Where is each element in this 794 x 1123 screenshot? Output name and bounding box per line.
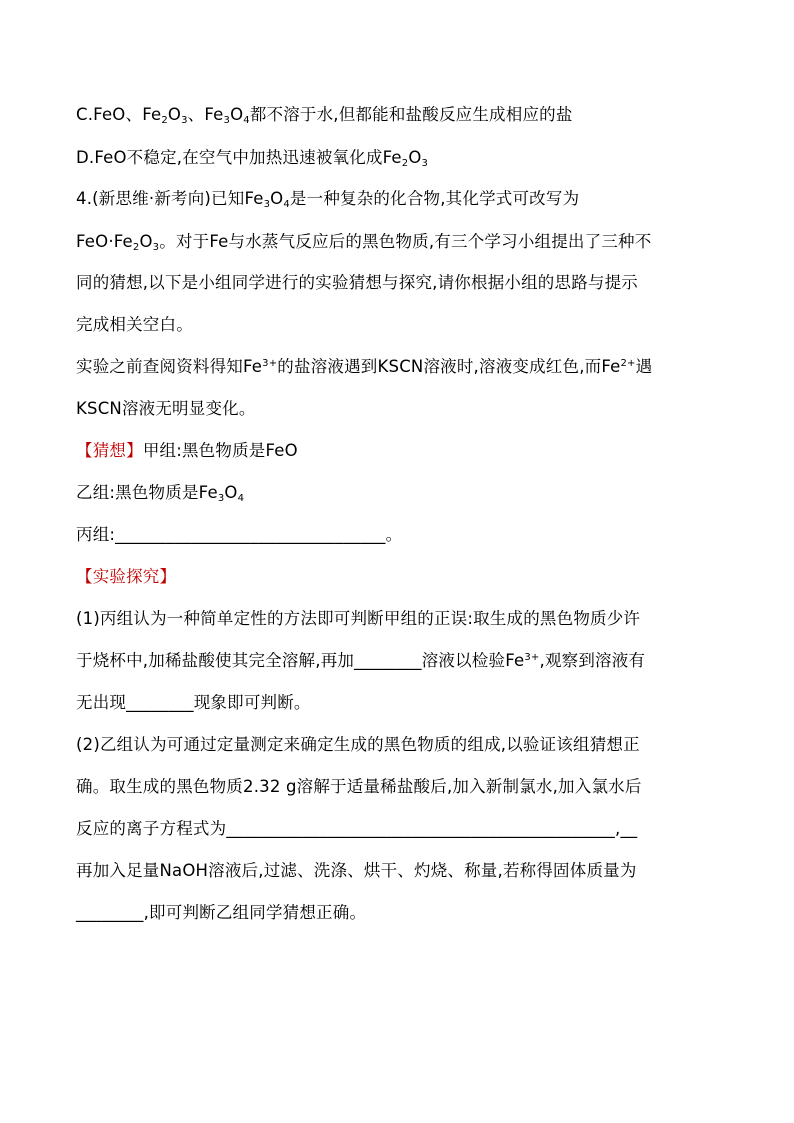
part-2-line-5: ________,即可判断乙组同学猜想正确。 [76,903,367,922]
background-info-2: KSCN溶液无明显变化。 [76,399,256,418]
hypothesis-b: 乙组:黑色物质是$Fe_3O_4$ [76,483,245,504]
background-info: 实验之前查阅资料得知$Fe^{3+}$的盐溶液遇到KSCN溶液时,溶液变成红色,而$Fe^{2+}$遇 [76,357,653,376]
part-1-line-3: 无出现________现象即可判断。 [76,693,311,712]
part-2-line-4: 再加入足量NaOH溶液后,过滤、洗涤、烘干、灼烧、称量,若称得固体质量为 [76,861,637,880]
question-4-line-3: 同的猜想,以下是小组同学进行的实验猜想与探究,请你根据小组的思路与提示 [76,273,638,292]
hypothesis-c: 丙组:________________________________。 [76,525,403,544]
experiment-tag: 【实验探究】 [76,567,177,586]
part-2-line-2: 确。取生成的黑色物质2.32 g溶解于适量稀盐酸后,加入新制氯水,加入氯水后 [76,777,642,796]
blank-ionic-equation[interactable]: ______________________________________________ [226,819,616,838]
experiment-heading [76,566,176,588]
option-c: C.FeO、$Fe_2O_3$、$Fe_3O_4$都不溶于水,但都能和盐酸反应生成相应的盐 [76,105,573,126]
option-d: D.FeO不稳定,在空气中加热迅速被氧化成$Fe_2O_3$ [76,148,429,169]
question-4-intro: 4.(新思维·新考向)已知$Fe_3O_4$是一种复杂的化合物,其化学式可改写为 [76,189,580,210]
blank-reagent[interactable]: ________ [354,651,422,670]
part-1-line-2: 于烧杯中,加稀盐酸使其完全溶解,再加________溶液以检验$Fe^{3+}$,观察到溶液有 [76,651,646,670]
blank-phenomenon[interactable]: ________ [126,693,194,712]
hypothesis-tag: 【猜想】 [76,441,143,460]
blank-hypothesis-c[interactable]: ________________________________ [115,525,386,544]
hypothesis-a: 【猜想】甲组:黑色物质是FeO [76,441,298,460]
question-4-line-2: $FeO\cdot Fe_2O_3$。对于Fe与水蒸气反应后的黑色物质,有三个学习小组提出了三种不 [76,232,652,253]
part-2-line-3: 反应的离子方程式为______________________________________________,__ [76,819,638,838]
part-1-line-1: (1)丙组认为一种简单定性的方法即可判断甲组的正误:取生成的黑色物质少许 [76,609,641,628]
question-4-line-4: 完成相关空白。 [76,315,193,334]
part-2-line-1: (2)乙组认为可通过定量测定来确定生成的黑色物质的组成,以验证该组猜想正 [76,735,640,754]
blank-solid-mass[interactable]: ________ [76,903,144,922]
